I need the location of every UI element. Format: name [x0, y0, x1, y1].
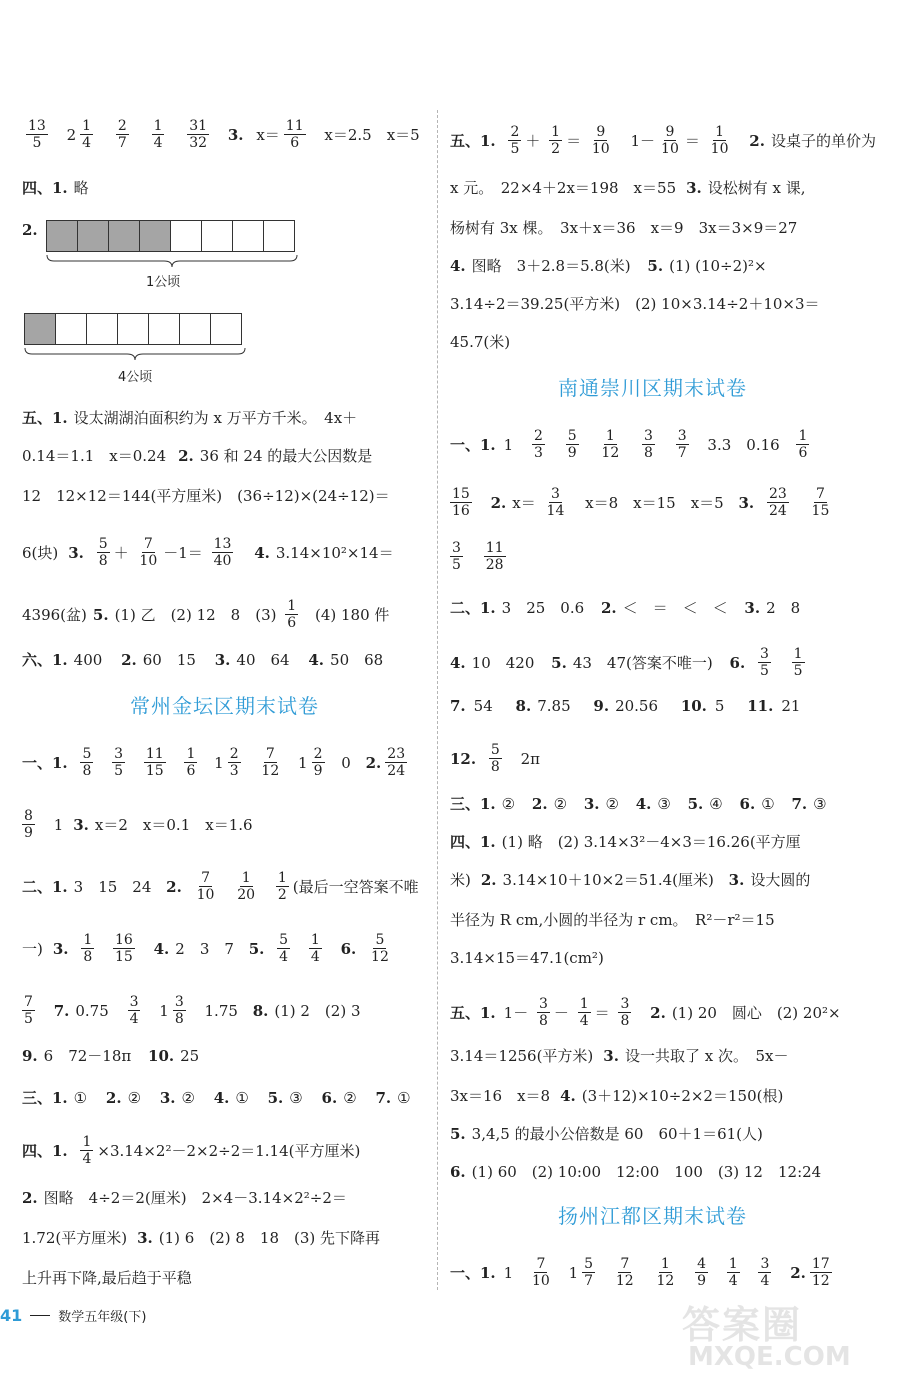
answer-line: 上升再下降,最后趋于平稳: [22, 1269, 192, 1287]
page-footer: [0, 1302, 146, 1328]
answer-line: x 元。 22×4＋2x＝198 x＝55 3. 设松树有 x 课,: [450, 179, 806, 197]
answer-line: 四、1. (1) 略 (2) 3.14×3²－4×3＝16.26(平方厘: [450, 833, 801, 851]
shaded-cell: [24, 313, 56, 345]
answer-line: 6(块) 3. $\frac{5}{8}$ ＋ $\frac{7}{10}$ －1＝ $\frac{13}{40}$ 4. 3.14×10²×14＝: [22, 536, 394, 569]
page-number: 41: [0, 1305, 23, 1325]
answer-line: 3x＝16 x＝8 4. (3＋12)×10÷2×2＝150(根): [450, 1087, 784, 1105]
question-number: 2.: [22, 221, 38, 239]
answer-line: 四、1. $\frac{1}{4}$ ×3.14×2²－2×2÷2＝1.14(平方厘米): [22, 1134, 361, 1167]
answer-line: 四、1. 略: [22, 179, 89, 197]
book-title: 数学五年级(下): [58, 1309, 147, 1325]
brace-icon: [24, 347, 246, 361]
answer-line: 2. 图略 4÷2＝2(厘米) 2×4－3.14×2²÷2＝: [22, 1189, 347, 1207]
empty-cell: [263, 220, 295, 252]
bar-diagram-2: [25, 313, 242, 345]
answer-line: 五、1. 1－ $\frac{3}{8}$ － $\frac{1}{4}$ ＝ $\frac{3}{8}$ 2. (1) 20 圆心 (2) 20²×: [450, 996, 841, 1029]
answer-line: 米) 2. 3.14×10＋10×2＝51.4(厘米) 3. 设大圆的: [450, 871, 811, 889]
section-title: 扬州江都区期末试卷: [558, 1204, 747, 1228]
answer-line: 12. $\frac{5}{8}$ 2π: [450, 742, 540, 775]
shaded-cell: [139, 220, 171, 252]
answer-line: 五、1. $\frac{2}{5}$ ＋ $\frac{1}{2}$ ＝ $\frac{9}{10}$ 1－ $\frac{9}{10}$ ＝ $\frac{1}{10}$ 2. 设桌子的单价为: [450, 124, 876, 157]
empty-cell: [210, 313, 242, 345]
answer-line: 3.14÷2＝39.25(平方米) (2) 10×3.14÷2＋10×3＝: [450, 295, 820, 313]
column-divider: [437, 110, 439, 1290]
empty-cell: [179, 313, 211, 345]
brace-icon: [46, 254, 298, 268]
shaded-cell: [46, 220, 78, 252]
watermark-text: 答案圈: [682, 1303, 803, 1347]
answer-line: 一、1. 1 $\frac{7}{10}$ 1 $\frac{5}{7}$ $\frac{7}{12}$ $\frac{1}{12}$ $\frac{4}{9}$ $\frac{1}{4}$ $\frac{3}{4}$ 2. $\frac{17}{12}$: [450, 1256, 830, 1289]
answer-line: 4396(盆) 5. (1) 乙 (2) 12 8 (3) $\frac{1}{6}$ (4) 180 件: [22, 598, 390, 631]
answer-line: 12 12×12＝144(平方厘米) (36÷12)×(24÷12)＝: [22, 487, 390, 505]
watermark-logo: [682, 1294, 882, 1376]
empty-cell: [117, 313, 149, 345]
answer-line: 杨树有 3x 棵。 3x＋x＝36 x＝9 3x＝3×9＝27: [450, 219, 798, 237]
answer-line: 半径为 R cm,小圆的半径为 r cm。 R²－r²＝15: [450, 911, 775, 929]
answer-line: 1.72(平方厘米) 3. (1) 6 (2) 8 18 (3) 先下降再: [22, 1229, 381, 1247]
answer-line: 六、1. 400 2. 60 15 3. 40 64 4. 50 68: [22, 651, 384, 669]
answer-line: 3.14×15＝47.1(cm²): [450, 949, 604, 967]
section-title: 常州金坛区期末试卷: [130, 694, 319, 718]
answer-line: 5. 3,4,5 的最小公倍数是 60 60＋1＝61(人): [450, 1125, 763, 1143]
empty-cell: [170, 220, 202, 252]
empty-cell: [148, 313, 180, 345]
answer-line: $\frac{7}{5}$ 7. 0.75 $\frac{3}{4}$ 1 $\frac{3}{8}$ 1.75 8. (1) 2 (2) 3: [24, 994, 361, 1027]
footer-dash: [30, 1315, 50, 1316]
answer-line: 3.14＝1256(平方米) 3. 设一共取了 x 次。 5x－: [450, 1047, 789, 1065]
answer-line: $\frac{3}{5}$ $\frac{11}{28}$: [452, 540, 504, 573]
empty-cell: [201, 220, 233, 252]
answer-line: 4. 10 420 5. 43 47(答案不唯一) 6. $\frac{3}{5}$ $\frac{1}{5}$: [450, 646, 803, 679]
bar-label-1: 1公顷: [146, 275, 181, 290]
answer-line: 二、1. 3 15 24 2. $\frac{7}{10}$ $\frac{1}{20}$ $\frac{1}{2}$ (最后一空答案不唯: [22, 870, 419, 903]
answer-line: 0.14＝1.1 x＝0.24 2. 36 和 24 的最大公因数是: [22, 447, 373, 465]
answer-line: 9. 6 72－18π 10. 25: [22, 1047, 200, 1065]
answer-line: 一、1. 1 $\frac{2}{3}$ $\frac{5}{9}$ $\frac{1}{12}$ $\frac{3}{8}$ $\frac{3}{7}$ 3.3 0.16 $\frac{1}{6}$: [450, 428, 808, 461]
answer-line: $\frac{15}{16}$ 2. x＝ $\frac{3}{14}$ x＝8 x＝15 x＝5 3. $\frac{23}{24}$ $\frac{7}{15}$: [452, 486, 830, 519]
answer-line: $\frac{8}{9}$ 1 3. x＝2 x＝0.1 x＝1.6: [24, 808, 253, 841]
bar-diagram-1: [47, 220, 295, 252]
answer-line: 二、1. 3 25 0.6 2. ＜ ＝ ＜ ＜ 3. 2 8: [450, 599, 801, 617]
answer-line: 4. 图略 3＋2.8＝5.8(米) 5. (1) (10÷2)²×: [450, 257, 767, 275]
answer-line: 7. 54 8. 7.85 9. 20.56 10. 5 11. 21: [450, 697, 801, 715]
answer-line: 6. (1) 60 (2) 10:00 12:00 100 (3) 12 12:24: [450, 1163, 822, 1181]
answer-line: 五、1. 设太湖湖泊面积约为 x 万平方千米。 4x＋: [22, 409, 358, 427]
answer-line: 三、1. ② 2. ② 3. ② 4. ③ 5. ④ 6. ① 7. ③: [450, 795, 827, 813]
watermark-url: MXQE.COM: [688, 1342, 851, 1372]
shaded-cell: [77, 220, 109, 252]
section-title: 南通崇川区期末试卷: [558, 376, 747, 400]
empty-cell: [232, 220, 264, 252]
answer-line: 一) 3. $\frac{1}{8}$ $\frac{16}{15}$ 4. 2 3 7 5. $\frac{5}{4}$ $\frac{1}{4}$ 6. $\frac{5}{12}$: [22, 932, 389, 965]
fraction: $\frac{13}{5}$: [28, 118, 46, 151]
answer-line: 45.7(米): [450, 333, 511, 351]
bar-label-2: 4公顷: [118, 370, 153, 385]
empty-cell: [55, 313, 87, 345]
shaded-cell: [108, 220, 140, 252]
answer-line: $\frac{13}{5}$ 2 $\frac{1}{4}$ $\frac{2}{7}$ $\frac{1}{4}$ $\frac{31}{32}$ 3. x＝ $\frac{11}{6}$ x＝2.5 x＝5: [28, 118, 420, 151]
answer-line: 三、1. ① 2. ② 3. ② 4. ① 5. ③ 6. ② 7. ①: [22, 1089, 411, 1107]
answer-line: 一、1. $\frac{5}{8}$ $\frac{3}{5}$ $\frac{11}{15}$ $\frac{1}{6}$ 1 $\frac{2}{3}$ $\frac{7}{12}$ 1 $\frac{2}{9}$ 0 2. $\frac{23}{24}$: [22, 746, 406, 779]
empty-cell: [86, 313, 118, 345]
